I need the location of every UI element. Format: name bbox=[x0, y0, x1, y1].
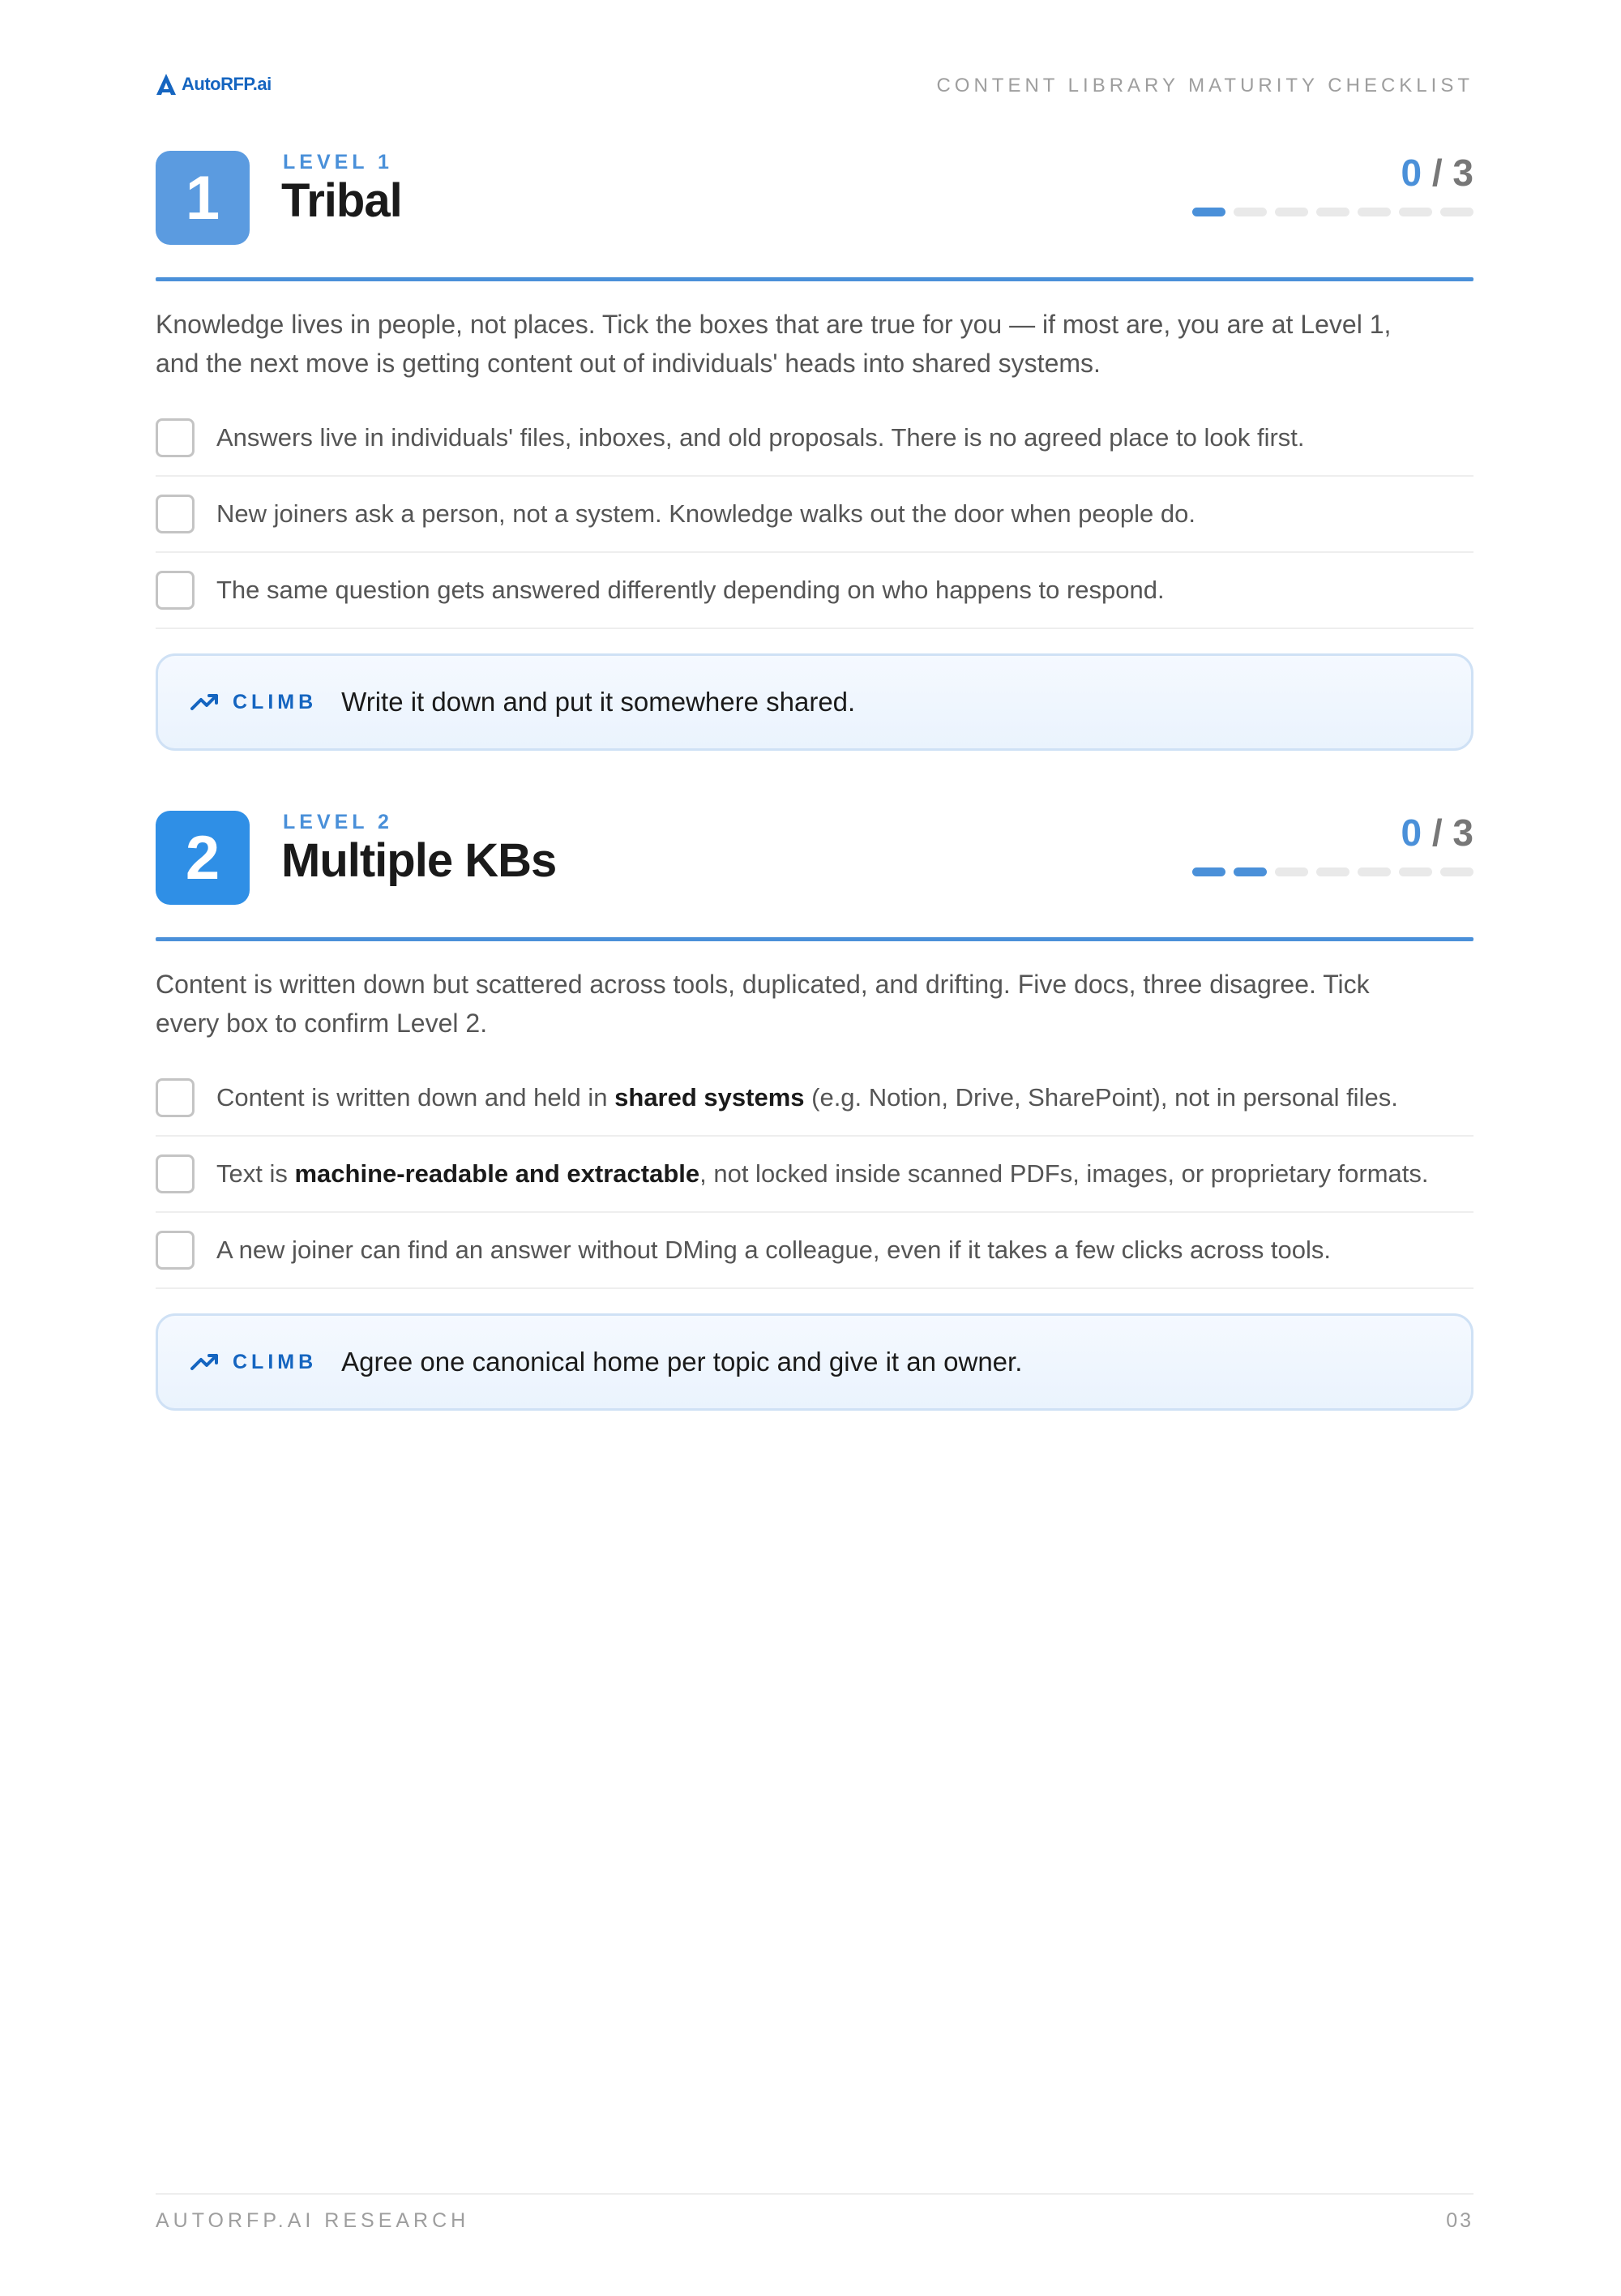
level-score bbox=[1401, 151, 1473, 195]
item-text-part: , not locked inside scanned PDFs, images, or proprietary formats. bbox=[699, 1159, 1429, 1188]
level-section-1 bbox=[156, 151, 1473, 751]
checklist-item-text: A new joiner can find an answer without DMing a colleague, even if it takes a few clicks across tools. bbox=[216, 1236, 1332, 1264]
level-badge: 1 bbox=[156, 151, 250, 245]
item-text-emphasis: shared systems bbox=[614, 1083, 805, 1112]
logo bbox=[156, 73, 272, 96]
level-intro: Knowledge lives in people, not places. Tick the boxes that are true for you — if most are, you are at Level 1, and the next move is getting content out of individuals' heads into shared systems. bbox=[156, 310, 1392, 378]
item-text-emphasis: machine-readable and extractable bbox=[294, 1159, 700, 1188]
top-header bbox=[156, 70, 1473, 102]
level-name: Multiple KBs bbox=[281, 834, 557, 887]
level-intro: Content is written down but scattered across tools, duplicated, and drifting. Five docs, three disagree. Tick every box to confirm Level 2. bbox=[156, 970, 1370, 1038]
level-progress-bar bbox=[1192, 867, 1473, 876]
progress-segment-empty bbox=[1358, 867, 1391, 876]
checkbox[interactable] bbox=[156, 418, 195, 457]
page-number: 03 bbox=[1446, 2209, 1473, 2232]
item-text-part: (e.g. Notion, Drive, SharePoint), not in personal files. bbox=[804, 1083, 1398, 1112]
progress-segment-empty bbox=[1234, 208, 1267, 216]
document-title: CONTENT LIBRARY MATURITY CHECKLIST bbox=[936, 75, 1473, 96]
trending-up-icon bbox=[190, 692, 220, 712]
checklist-item bbox=[156, 1137, 1473, 1213]
item-text-part: Content is written down and held in bbox=[216, 1083, 615, 1112]
level-name: Tribal bbox=[281, 174, 402, 227]
climb-label: CLIMB bbox=[233, 1350, 318, 1373]
footer-label: AUTORFP.AI RESEARCH bbox=[156, 2209, 470, 2232]
checkbox[interactable] bbox=[156, 571, 195, 610]
level-divider bbox=[156, 277, 1473, 281]
climb-text: Write it down and put it somewhere shared. bbox=[341, 687, 856, 717]
progress-segment-empty bbox=[1275, 208, 1308, 216]
progress-segment-empty bbox=[1275, 867, 1308, 876]
progress-segment-empty bbox=[1316, 208, 1349, 216]
checklist-item bbox=[156, 477, 1473, 553]
climb-text: Agree one canonical home per topic and give it an owner. bbox=[341, 1347, 1023, 1377]
checklist bbox=[156, 401, 1473, 629]
page bbox=[156, 0, 1473, 2296]
autorfp-logo-icon bbox=[156, 73, 177, 96]
checkbox[interactable] bbox=[156, 1231, 195, 1270]
logo-text: AutoRFP.ai bbox=[182, 74, 272, 94]
checklist-item bbox=[156, 1213, 1473, 1289]
score-checked-count: 0 bbox=[1401, 152, 1422, 194]
climb-label: CLIMB bbox=[233, 690, 318, 713]
progress-segment-filled bbox=[1234, 867, 1267, 876]
checklist-item-text bbox=[216, 1083, 1398, 1112]
score-checked-count: 0 bbox=[1401, 812, 1422, 854]
level-progress-bar bbox=[1192, 208, 1473, 216]
checklist-item-text bbox=[216, 1159, 1429, 1189]
checklist-item-text: New joiners ask a person, not a system. Knowledge walks out the door when people do. bbox=[216, 499, 1195, 528]
checkbox[interactable] bbox=[156, 1154, 195, 1193]
level-header bbox=[156, 151, 1473, 281]
level-kicker: LEVEL 2 bbox=[283, 811, 393, 833]
checklist-item bbox=[156, 553, 1473, 629]
progress-segment-empty bbox=[1358, 208, 1391, 216]
level-section-2 bbox=[156, 811, 1473, 1411]
checkbox[interactable] bbox=[156, 495, 195, 533]
footer-divider bbox=[156, 2193, 1473, 2195]
climb-callout bbox=[156, 653, 1473, 751]
checklist-item-text: Answers live in individuals' files, inboxes, and old proposals. There is no agreed place to look first. bbox=[216, 423, 1305, 452]
trending-up-icon bbox=[190, 1352, 220, 1372]
progress-segment-filled bbox=[1192, 867, 1225, 876]
checklist-item-text: The same question gets answered differently depending on who happens to respond. bbox=[216, 576, 1165, 604]
progress-segment-empty bbox=[1399, 208, 1432, 216]
checklist-item bbox=[156, 401, 1473, 477]
level-score bbox=[1401, 811, 1473, 855]
score-total: / 3 bbox=[1431, 152, 1473, 194]
checklist-item bbox=[156, 1060, 1473, 1137]
progress-segment-empty bbox=[1440, 867, 1473, 876]
checklist bbox=[156, 1060, 1473, 1289]
progress-segment-empty bbox=[1399, 867, 1432, 876]
progress-segment-empty bbox=[1316, 867, 1349, 876]
level-kicker: LEVEL 1 bbox=[283, 151, 393, 173]
level-header bbox=[156, 811, 1473, 940]
progress-segment-filled bbox=[1192, 208, 1225, 216]
checkbox[interactable] bbox=[156, 1078, 195, 1117]
level-divider bbox=[156, 937, 1473, 941]
item-text-part: Text is bbox=[216, 1159, 295, 1188]
score-total: / 3 bbox=[1431, 812, 1473, 854]
climb-callout bbox=[156, 1313, 1473, 1411]
progress-segment-empty bbox=[1440, 208, 1473, 216]
level-badge: 2 bbox=[156, 811, 250, 905]
